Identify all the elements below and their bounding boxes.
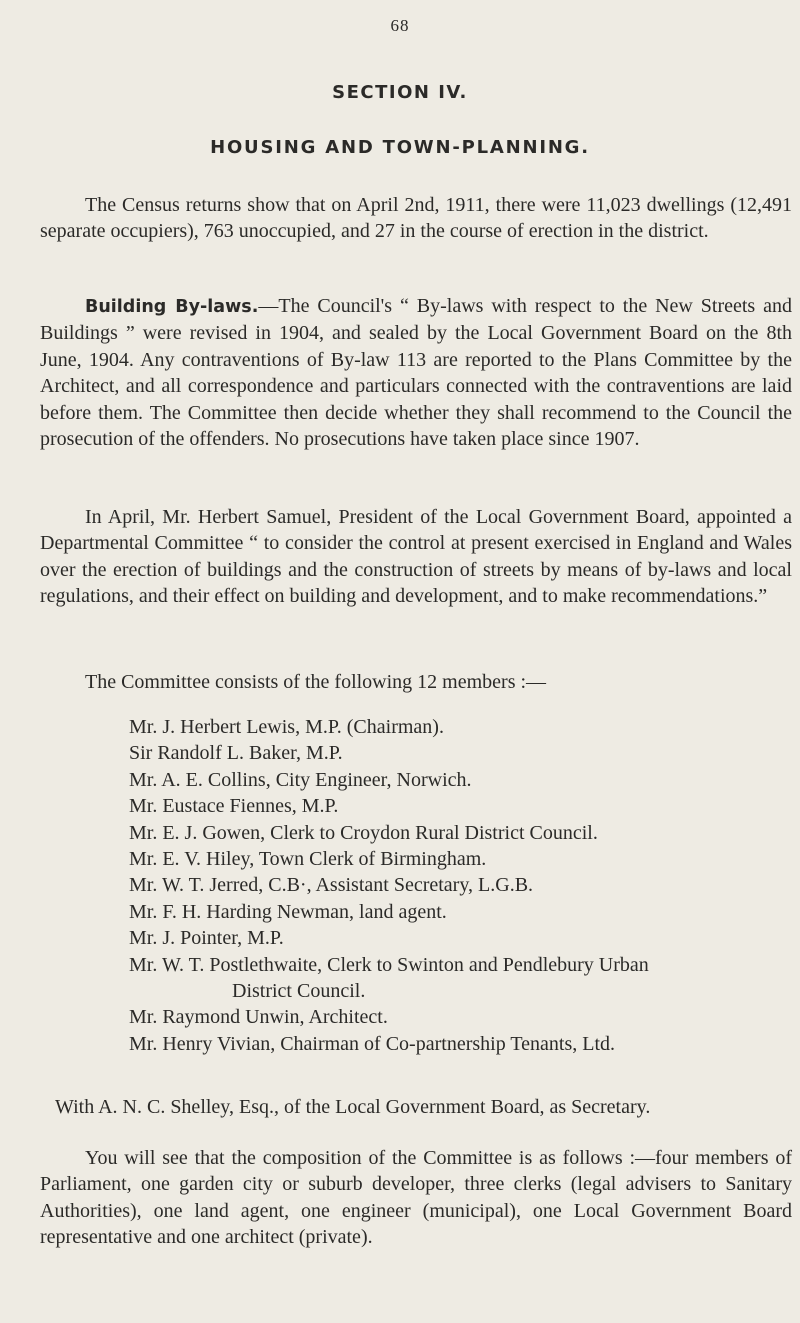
list-item: Mr. F. H. Harding Newman, land agent. — [129, 900, 447, 923]
bylaws-heading: Building By-laws. — [85, 297, 259, 317]
list-item: Mr. A. E. Collins, City Engineer, Norwich. — [129, 768, 472, 791]
committee-intro: The Committee consists of the following 12 members :— — [85, 671, 547, 693]
list-item-continuation — [129, 978, 769, 1004]
bylaws-text: —The Council's “ By-laws with respect to the New Streets and Buildings ” were revised in 1904, and sealed by the Local Government Board on the 8th June, 1904. Any contraventions of By-law 113 are reported to the Plans Committee by the Architect, and all correspondence and particulars connected with the contraventions are laid before them. The Committee then decide whether they shall recommend to the Council the prosecution of the offenders. No prosecutions have taken place since 1907. — [40, 295, 792, 451]
list-item: Mr. Henry Vivian, Chairman of Co-partnership Tenants, Ltd. — [129, 1032, 616, 1055]
list-item: Mr. W. T. Jerred, C.B·, Assistant Secretary, L.G.B. — [129, 874, 534, 897]
chapter-heading: HOUSING AND TOWN-PLANNING. — [210, 137, 590, 158]
list-item: Mr. Raymond Unwin, Architect. — [129, 1006, 388, 1029]
paragraph-departmental-committee: In April, Mr. Herbert Samuel, President of the Local Government Board, appointed a Departmental Committee “ to consider the control at present exercised in England and Wales over the erection of buildings and the construction of streets by means of by-laws and local regulations, and their effect on building and development, and to make recommendations.” — [40, 506, 792, 608]
page-number: 68 — [390, 16, 410, 35]
members-list — [129, 714, 769, 1057]
list-item: Mr. J. Herbert Lewis, M.P. (Chairman). — [129, 716, 444, 738]
continuation-text: District Council. — [232, 980, 366, 1003]
secretary-line: With A. N. C. Shelley, Esq., of the Local Government Board, as Secretary. — [55, 1096, 651, 1118]
list-item: Mr. E. J. Gowen, Clerk to Croydon Rural District Council. — [129, 821, 598, 844]
composition-paragraph: You will see that the composition of the Committee is as follows :—four members of Parliament, one garden city or suburb developer, three clerks (legal advisers to Sanitary Authorities), one land agent, one engineer (municipal), one Local Government Board representative and one architect (private). — [40, 1147, 792, 1249]
list-item: Mr. J. Pointer, M.P. — [129, 927, 284, 950]
list-item: Mr. E. V. Hiley, Town Clerk of Birmingham. — [129, 848, 487, 871]
section-heading: SECTION IV. — [332, 82, 468, 103]
paragraph-bylaws — [40, 293, 792, 452]
list-item: Mr. Eustace Fiennes, M.P. — [129, 795, 339, 818]
paragraph-census: The Census returns show that on April 2nd, 1911, there were 11,023 dwellings (12,491 separate occupiers), 763 unoccupied, and 27 in the course of erection in the district. — [40, 194, 792, 243]
list-item: Mr. W. T. Postlethwaite, Clerk to Swinton and Pendlebury Urban — [129, 953, 649, 976]
list-item: Sir Randolf L. Baker, M.P. — [129, 742, 343, 765]
